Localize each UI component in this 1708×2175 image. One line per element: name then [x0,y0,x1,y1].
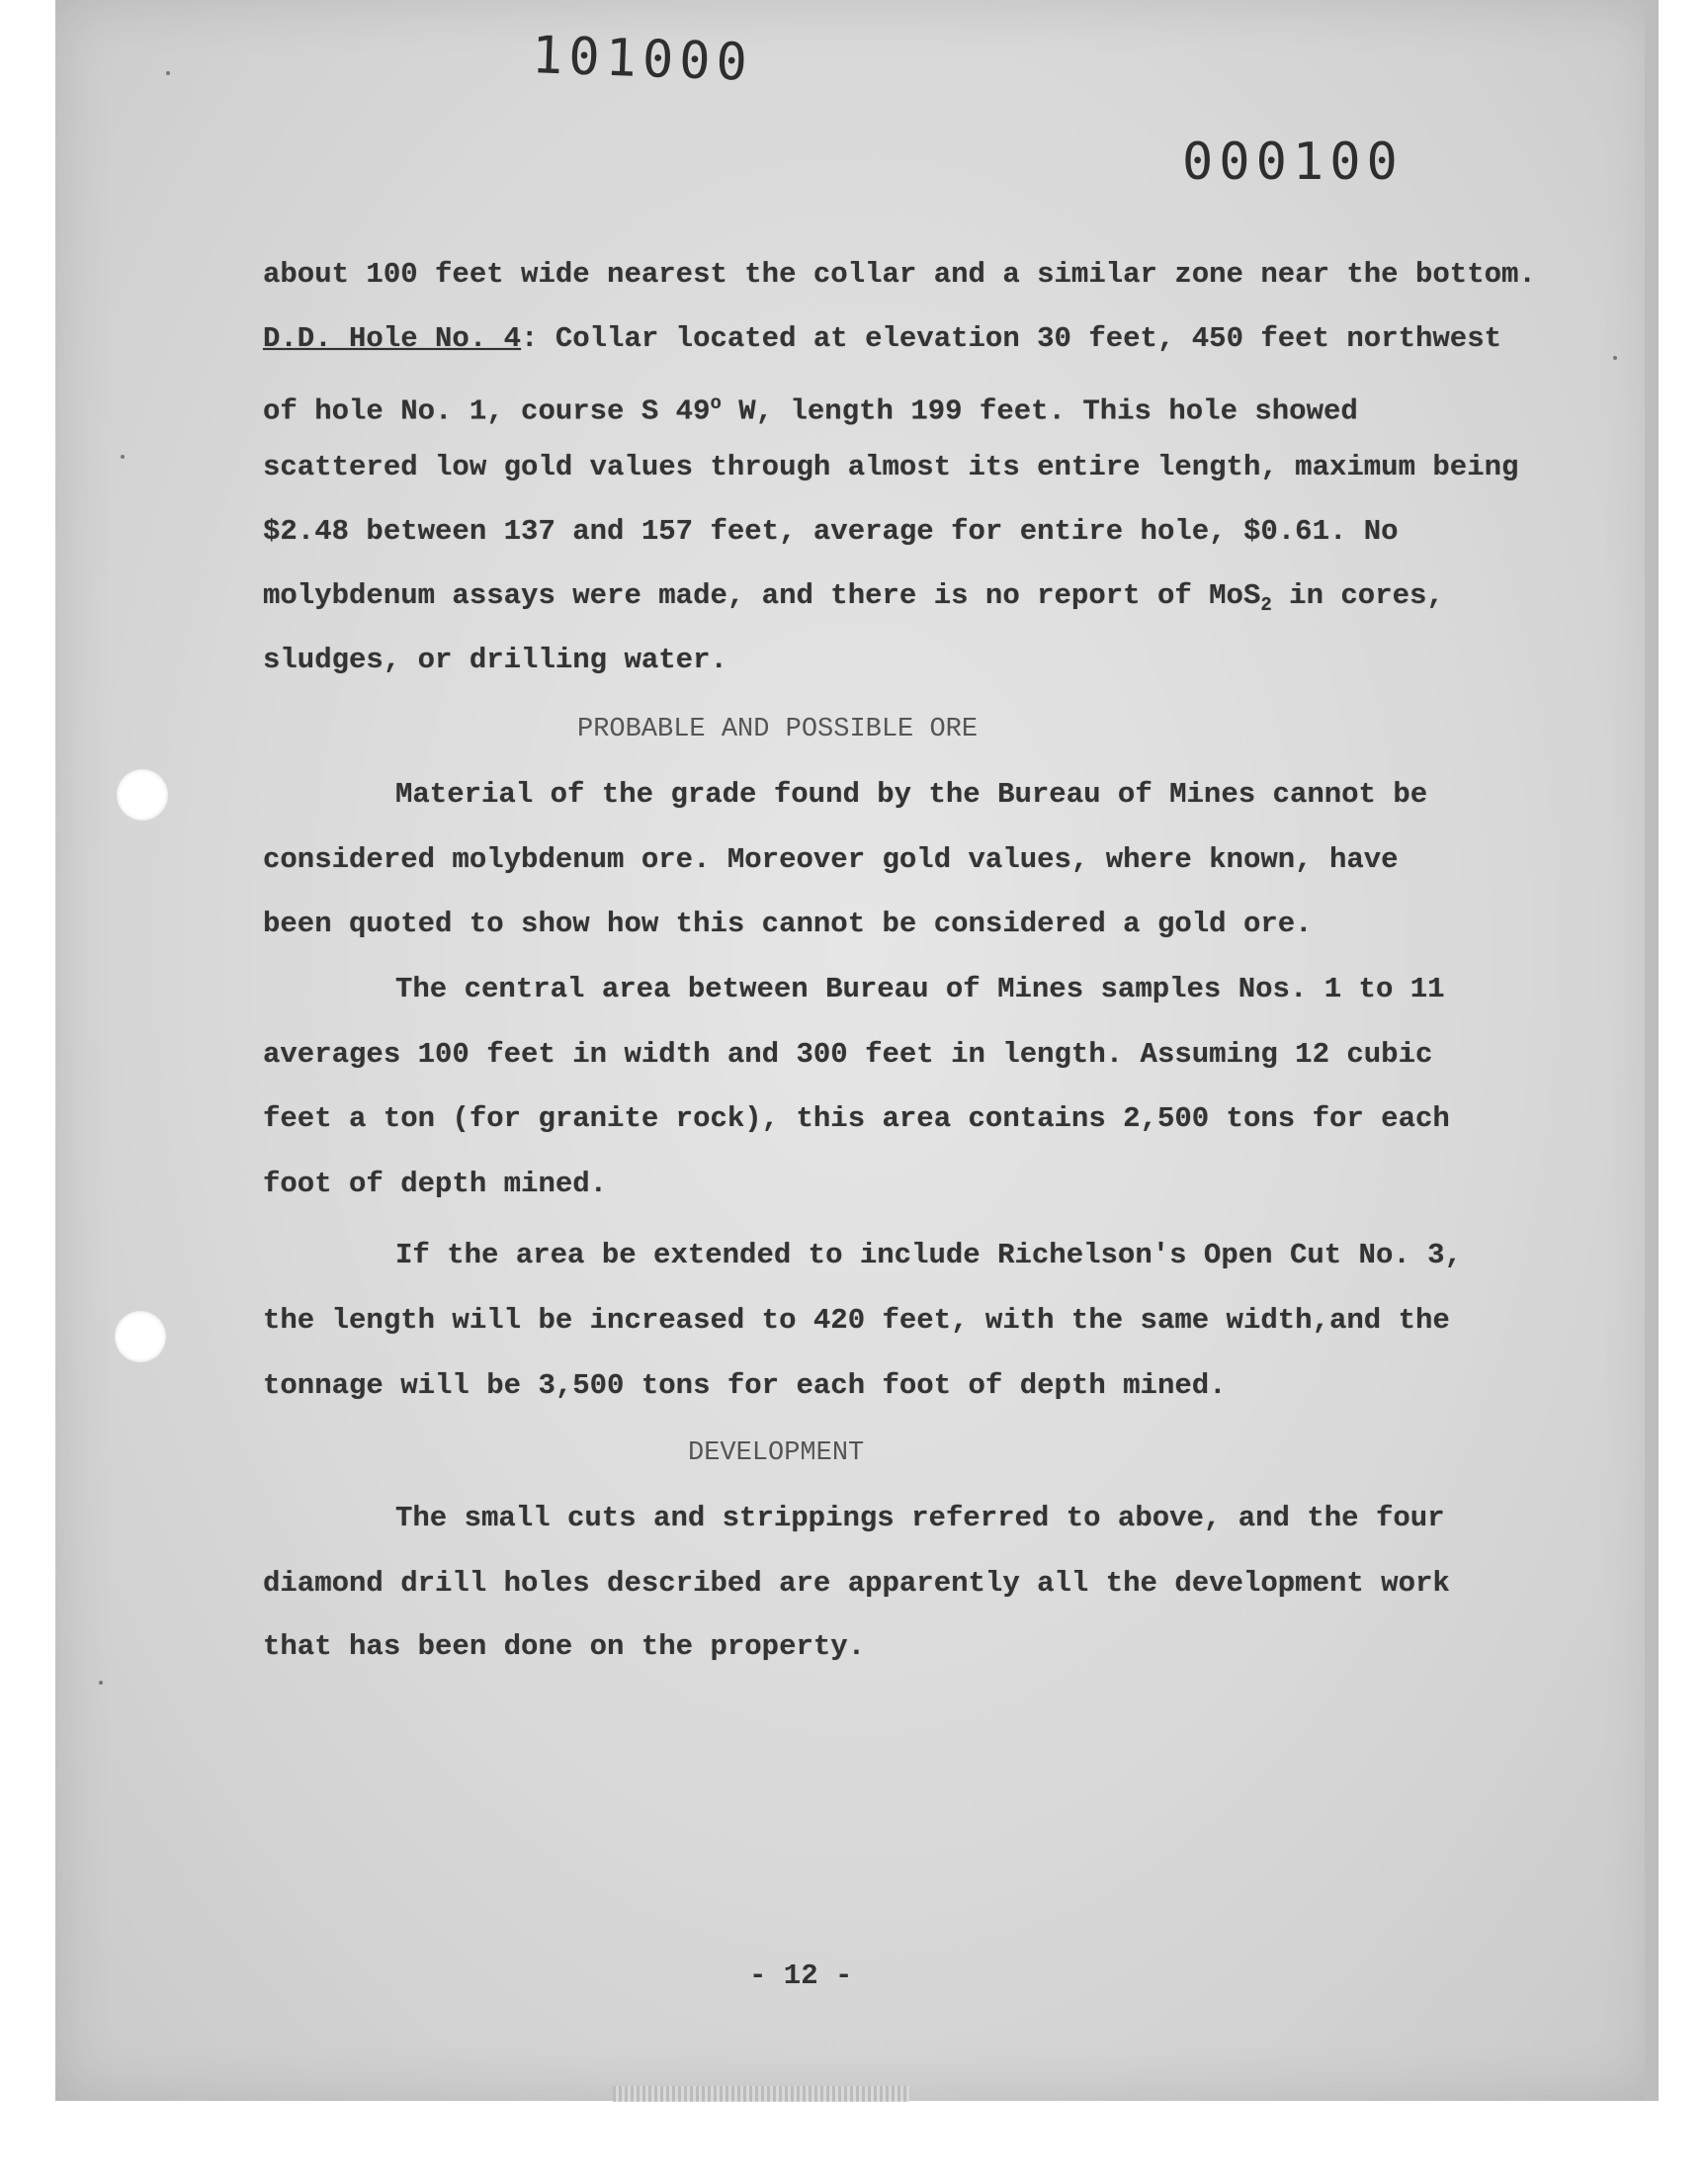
body-text: of hole No. 1, course S 49 [263,394,711,428]
section-heading: DEVELOPMENT [688,1438,865,1468]
body-line: averages 100 feet in width and 300 feet in length. Assuming 12 cubic [263,1038,1433,1071]
section-heading: PROBABLE AND POSSIBLE ORE [577,715,979,744]
body-line: scattered low gold values through almost its entire length, maximum being [263,451,1519,483]
body-text: W, length 199 feet. This hole showed [721,394,1358,428]
degree-superscript: o [710,392,722,414]
body-line: Material of the grade found by the Bureau of Mines cannot be [395,778,1428,811]
body-line: considered molybdenum ore. Moreover gold values, where known, have [263,843,1399,876]
speck [166,71,170,75]
body-line: $2.48 between 137 and 157 feet, average for entire hole, $0.61. No [263,515,1399,548]
body-line: The small cuts and strippings referred to above, and the four [395,1502,1445,1534]
document-number-stamp-left: 101000 [531,26,754,93]
body-line: sludges, or drilling water. [263,644,727,676]
body-text: : Collar located at elevation 30 feet, 450 feet northwest [521,322,1502,355]
hole-label: D.D. Hole No. 4 [263,322,522,355]
body-line: diamond drill holes described are apparently all the development work [263,1567,1450,1600]
document-number-stamp-right: 000100 [1182,132,1404,192]
scan-artifact-strip [613,2086,909,2102]
body-line: If the area be extended to include Richelson's Open Cut No. 3, [395,1239,1462,1271]
body-line: tonnage will be 3,500 tons for each foot of depth mined. [263,1369,1227,1402]
body-line: feet a ton (for granite rock), this area contains 2,500 tons for each [263,1102,1450,1135]
page-edge-shadow [1645,0,1659,2101]
punch-hole-bottom [115,1311,166,1362]
punch-hole-top [117,769,168,821]
body-line: about 100 feet wide nearest the collar and a similar zone near the bottom. [263,258,1536,291]
page-number: - 12 - [749,1959,853,1992]
body-line [263,321,1501,357]
body-line: foot of depth mined. [263,1168,608,1200]
body-text: molybdenum assays were made, and there is no report of MoS [263,579,1261,612]
body-text: in cores, [1271,579,1444,612]
subscript: 2 [1260,593,1272,616]
body-line: The central area between Bureau of Mines samples Nos. 1 to 11 [395,973,1445,1005]
body-line: that has been done on the property. [263,1630,866,1663]
body-line: the length will be increased to 420 feet, with the same width,and the [263,1304,1450,1337]
body-line [263,386,1358,430]
speck [99,1681,103,1685]
body-line: been quoted to show how this cannot be considered a gold ore. [263,908,1313,940]
speck [1613,356,1617,360]
body-line [263,578,1444,623]
speck [121,455,125,459]
